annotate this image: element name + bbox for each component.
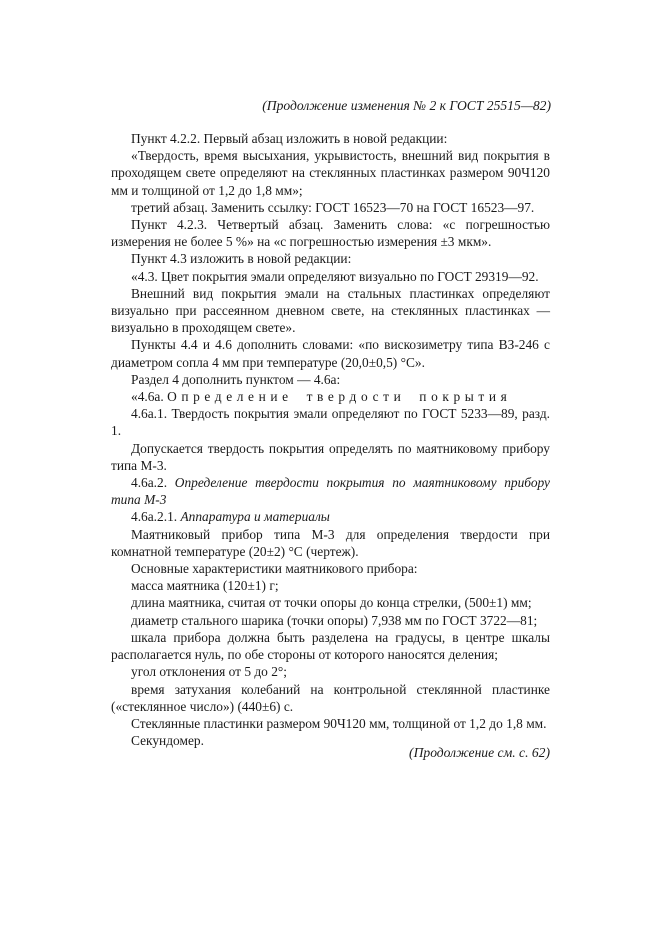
paragraph-appearance: Внешний вид покрытия эмали на стальных пластинках определяют визуально при рассеянном дневном свете, на стеклянных пластинках — визуально в проходящем свете».: [111, 285, 550, 336]
paragraph-hardness-quote: «Твердость, время высыхания, укрывистость, внешний вид покрытия в проходящем свете определяют на стеклянных пластинках размером 90Ч120 мм и толщиной от 1,2 до 1,8 мм»;: [111, 148, 550, 198]
paragraph-stopwatch: Секундомер.: [131, 733, 204, 749]
paragraph-4-6a-1: 4.6а.1. Твердость покрытия эмали определяют по ГОСТ 5233—89, разд. 1.: [111, 406, 550, 439]
paragraph-angle: угол отклонения от 5 до 2°;: [131, 664, 287, 680]
subsection-title: Определение твердости покрытия по маятниковому прибору типа М-3: [111, 475, 550, 508]
paragraph-mass: масса маятника (120±1) г;: [131, 578, 279, 594]
paragraph-pendulum-device: Маятниковый прибор типа М-3 для определения твердости при комнатной температуре (20±2) °С (чертеж).: [111, 526, 550, 559]
subsection-number: 4.6а.2.: [131, 475, 168, 491]
subsection-title: Аппаратура и материалы: [180, 509, 330, 525]
paragraph-length: длина маятника, считая от точки опоры до конца стрелки, (500±1) мм;: [131, 595, 532, 611]
paragraph-pendulum-allowed: Допускается твердость покрытия определять по маятниковому прибору типа М-3.: [111, 440, 550, 473]
paragraph-section-4-add: Раздел 4 дополнить пунктом — 4.6а:: [131, 371, 341, 387]
paragraph-glass-plates: Стеклянные пластинки размером 90Ч120 мм, толщиной от 1,2 до 1,8 мм.: [131, 715, 547, 731]
paragraph-4-3: «4.3. Цвет покрытия эмали определяют визуально по ГОСТ 29319—92.: [131, 268, 539, 284]
section-title: Определение твердости покрытия: [167, 389, 512, 405]
paragraph-4-6a-2: [111, 474, 550, 508]
paragraph-scale: шкала прибора должна быть разделена на градусы, в центре шкалы располагается нуль, по обе стороны от которого наносятся деления;: [111, 629, 550, 663]
document-body: [111, 130, 550, 749]
paragraph-4-2-2: Пункт 4.2.2. Первый абзац изложить в новой редакции:: [131, 131, 448, 146]
paragraph-4-6a-2-1: [111, 508, 550, 525]
paragraph-4-3-intro: Пункт 4.3 изложить в новой редакции:: [131, 251, 352, 267]
paragraph-third-abzac: третий абзац. Заменить ссылку: ГОСТ 16523—70 на ГОСТ 16523—97.: [131, 199, 535, 215]
paragraph-ball-diameter: диаметр стального шарика (точки опоры) 7,938 мм по ГОСТ 3722—81;: [131, 612, 538, 628]
paragraph-4-4-4-6: Пункты 4.4 и 4.6 дополнить словами: «по вискозиметру типа ВЗ-246 с диаметром сопла 4 мм при температуре (20,0±0,5) °С».: [111, 337, 550, 370]
subsection-number: 4.6а.2.1.: [131, 509, 178, 525]
paragraph-4-6a-heading: [111, 388, 550, 405]
continuation-header: (Продолжение изменения № 2 к ГОСТ 25515—82): [262, 98, 551, 113]
paragraph-characteristics: Основные характеристики маятникового прибора:: [131, 561, 418, 577]
paragraph-4-2-3: Пункт 4.2.3. Четвертый абзац. Заменить слова: «с погрешностью измерения не более 5 %» на «с погрешностью измерения ±3 мкм».: [111, 217, 550, 250]
continuation-footer: (Продолжение см. с. 62): [409, 745, 550, 760]
paragraph-damping-time: время затухания колебаний на контрольной стеклянной пластинке («стеклянное число») (440±6) с.: [111, 681, 550, 714]
section-number: «4.6а.: [131, 389, 164, 405]
